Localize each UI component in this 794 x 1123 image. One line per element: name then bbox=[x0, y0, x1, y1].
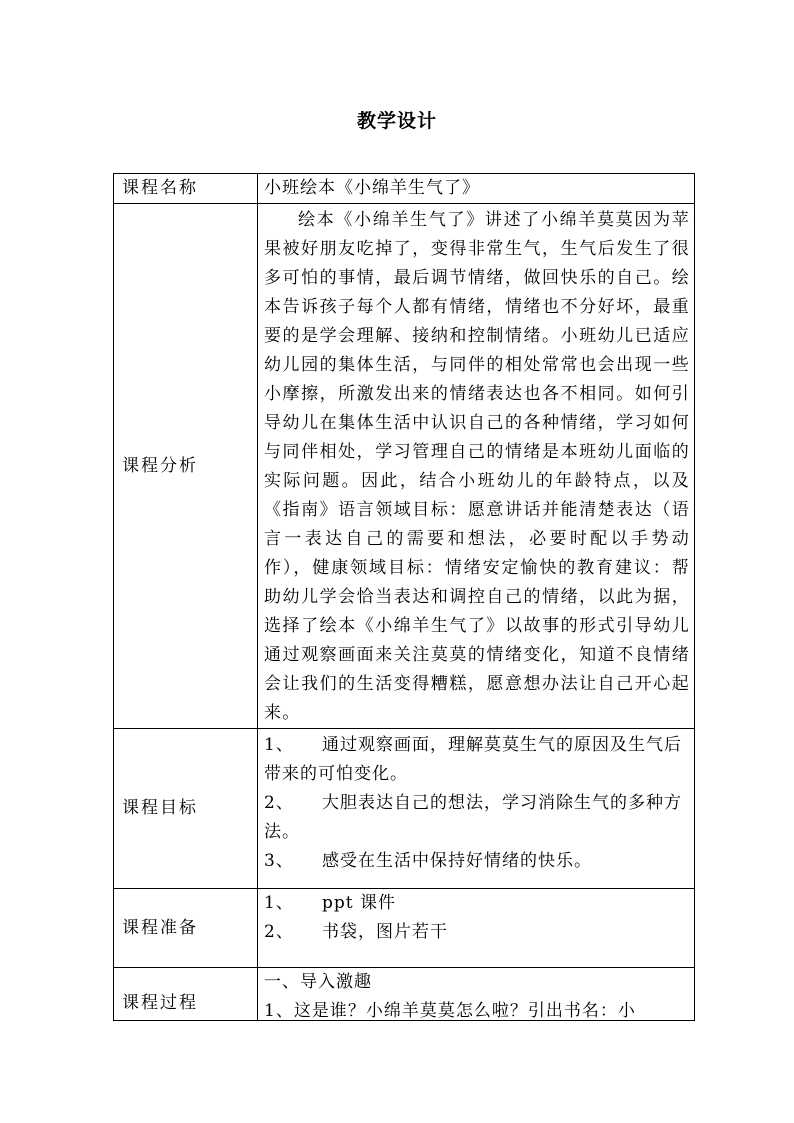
goal-text: 大胆表达自己的想法，学习消除生气的多种方法。 bbox=[264, 793, 682, 842]
course-goals-cell bbox=[258, 729, 695, 889]
course-goals-label: 课程目标 bbox=[114, 729, 258, 889]
course-process-label: 课程过程 bbox=[114, 968, 258, 1021]
goal-text: 感受在生活中保持好情绪的快乐。 bbox=[322, 851, 592, 871]
prep-item bbox=[264, 889, 690, 918]
course-prep-label: 课程准备 bbox=[114, 889, 258, 968]
goal-number: 2、 bbox=[264, 793, 294, 813]
goal-number: 3、 bbox=[264, 851, 294, 871]
prep-number: 1、 bbox=[264, 893, 294, 913]
prep-text: ppt 课件 bbox=[322, 893, 396, 913]
course-analysis-text: 绘本《小绵羊生气了》讲述了小绵羊莫莫因为苹果被好朋友吃掉了，变得非常生气，生气后发生了很多可怕的事情，最后调节情绪，做回快乐的自己。绘本告诉孩子每个人都有情绪，情绪也不分好坏，最重要的是学会理解、接纳和控制情绪。小班幼儿已适应幼儿园的集体生活，与同伴的相处常常也会出现一些小摩擦，所激发出来的情绪表达也各不相同。如何引导幼儿在集体生活中认识自己的各种情绪，学习如何与同伴相处，学习管理自己的情绪是本班幼儿面临的实际问题。因此，结合小班幼儿的年龄特点，以及《指南》语言领域目标：愿意讲话并能清楚表达（语言一表达自己的需要和想法，必要时配以手势动作），健康领域目标：情绪安定愉快的教育建议：帮助幼儿学会恰当表达和调控自己的情绪，以此为据，选择了绘本《小绵羊生气了》以故事的形式引导幼儿通过观察画面来关注莫莫的情绪变化，知道不良情绪会让我们的生活变得糟糕，愿意想办法让自己开心起来。 bbox=[264, 210, 690, 723]
course-name-value: 小班绘本《小绵羊生气了》 bbox=[258, 174, 695, 204]
course-name-label: 课程名称 bbox=[114, 174, 258, 204]
table-row-course-prep bbox=[114, 889, 695, 968]
table-row-course-name bbox=[114, 174, 695, 204]
prep-text: 书袋，图片若干 bbox=[322, 922, 448, 942]
course-analysis-cell bbox=[258, 204, 695, 729]
goal-number: 1、 bbox=[264, 735, 294, 755]
course-analysis-label: 课程分析 bbox=[114, 204, 258, 729]
prep-item bbox=[264, 918, 690, 947]
table-row-course-process bbox=[114, 968, 695, 1021]
course-process-cell bbox=[258, 968, 695, 1021]
goal-item bbox=[264, 789, 690, 847]
goal-item bbox=[264, 847, 690, 876]
process-step-text: 1、这是谁？小绵羊莫莫怎么啦？引出书名：小 bbox=[264, 1001, 636, 1020]
page-title: 教学设计 bbox=[356, 110, 437, 132]
lesson-plan-table bbox=[113, 173, 695, 1021]
table-row-course-goals bbox=[114, 729, 695, 889]
course-prep-cell bbox=[258, 889, 695, 968]
process-heading: 一、导入激趣 bbox=[264, 972, 372, 992]
table-row-course-analysis bbox=[114, 204, 695, 729]
goal-text: 通过观察画面，理解莫莫生气的原因及生气后带来的可怕变化。 bbox=[264, 735, 682, 784]
goal-item bbox=[264, 731, 690, 789]
prep-number: 2、 bbox=[264, 922, 294, 942]
